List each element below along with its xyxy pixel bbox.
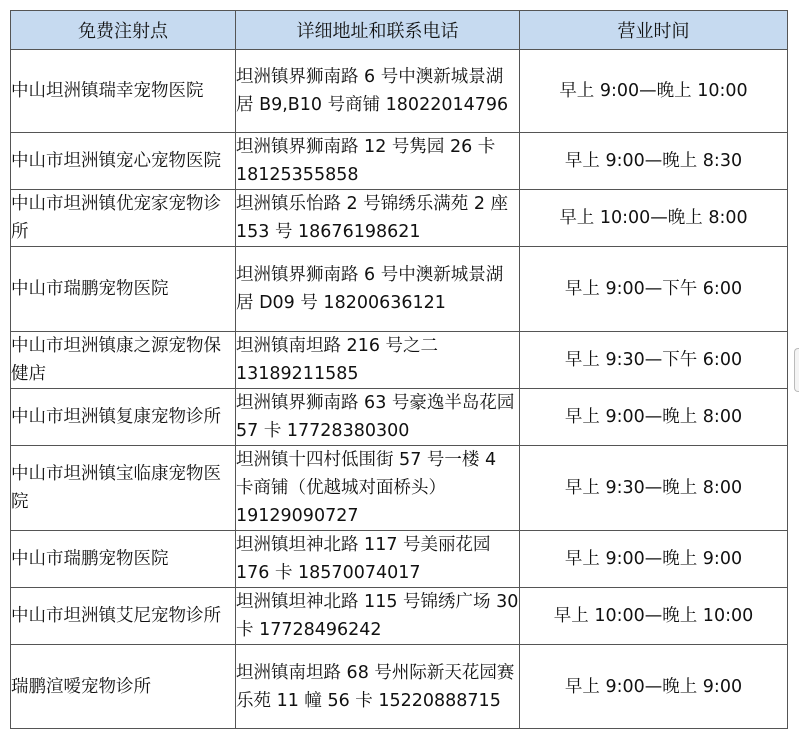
clinic-address-phone: 坦洲镇坦神北路 115 号锦绣广场 30 卡 17728496242 — [236, 588, 520, 645]
clinic-address-phone: 坦洲镇界狮南路 63 号豪逸半岛花园 57 卡 17728380300 — [236, 389, 520, 446]
table-row — [11, 247, 788, 332]
side-scroll-tab[interactable] — [794, 348, 799, 392]
clinic-hours: 早上 9:00—晚上 8:30 — [520, 133, 788, 190]
clinic-name: 中山市坦洲镇宠心宠物医院 — [11, 133, 236, 190]
table-row — [11, 588, 788, 645]
clinic-hours: 早上 9:30—晚上 8:00 — [520, 446, 788, 531]
table-row — [11, 389, 788, 446]
clinic-name: 中山市瑞鹏宠物医院 — [11, 531, 236, 588]
clinic-hours: 早上 9:00—晚上 8:00 — [520, 389, 788, 446]
clinic-name: 中山坦洲镇瑞幸宠物医院 — [11, 50, 236, 133]
clinic-address-phone: 坦洲镇十四村低围街 57 号一楼 4 卡商铺（优越城对面桥头）19129090727 — [236, 446, 520, 531]
table-row — [11, 645, 788, 729]
clinic-hours: 早上 10:00—晚上 8:00 — [520, 190, 788, 247]
clinic-name: 中山市坦洲镇康之源宠物保健店 — [11, 332, 236, 389]
header-injection-point: 免费注射点 — [11, 11, 236, 50]
clinic-address-phone: 坦洲镇界狮南路 6 号中澳新城景湖居 B9,B10 号商铺 18022014796 — [236, 50, 520, 133]
clinic-name: 中山市坦洲镇复康宠物诊所 — [11, 389, 236, 446]
clinic-name: 中山市瑞鹏宠物医院 — [11, 247, 236, 332]
clinic-hours: 早上 9:00—晚上 9:00 — [520, 645, 788, 729]
clinic-hours: 早上 9:00—晚上 9:00 — [520, 531, 788, 588]
table-row — [11, 190, 788, 247]
clinic-name: 中山市坦洲镇艾尼宠物诊所 — [11, 588, 236, 645]
table-row — [11, 133, 788, 190]
table-header-row — [11, 11, 788, 50]
clinic-hours: 早上 9:00—下午 6:00 — [520, 247, 788, 332]
clinic-hours: 早上 10:00—晚上 10:00 — [520, 588, 788, 645]
clinic-address-phone: 坦洲镇界狮南路 6 号中澳新城景湖居 D09 号 18200636121 — [236, 247, 520, 332]
clinic-name: 瑞鹏渲嗳宠物诊所 — [11, 645, 236, 729]
vaccination-points-table — [10, 10, 788, 729]
clinic-hours: 早上 9:00—晚上 10:00 — [520, 50, 788, 133]
header-address-phone: 详细地址和联系电话 — [236, 11, 520, 50]
vaccination-points-table-container — [10, 10, 788, 729]
clinic-hours: 早上 9:30—下午 6:00 — [520, 332, 788, 389]
clinic-name: 中山市坦洲镇宝临康宠物医院 — [11, 446, 236, 531]
table-row — [11, 332, 788, 389]
table-row — [11, 531, 788, 588]
header-business-hours: 营业时间 — [520, 11, 788, 50]
table-row — [11, 50, 788, 133]
clinic-address-phone: 坦洲镇界狮南路 12 号隽园 26 卡 18125355858 — [236, 133, 520, 190]
clinic-address-phone: 坦洲镇南坦路 68 号州际新天花园赛乐苑 11 幢 56 卡 15220888715 — [236, 645, 520, 729]
clinic-address-phone: 坦洲镇坦神北路 117 号美丽花园 176 卡 18570074017 — [236, 531, 520, 588]
clinic-address-phone: 坦洲镇乐怡路 2 号锦绣乐满苑 2 座 153 号 18676198621 — [236, 190, 520, 247]
clinic-address-phone: 坦洲镇南坦路 216 号之二 13189211585 — [236, 332, 520, 389]
clinic-name: 中山市坦洲镇优宠家宠物诊所 — [11, 190, 236, 247]
table-row — [11, 446, 788, 531]
